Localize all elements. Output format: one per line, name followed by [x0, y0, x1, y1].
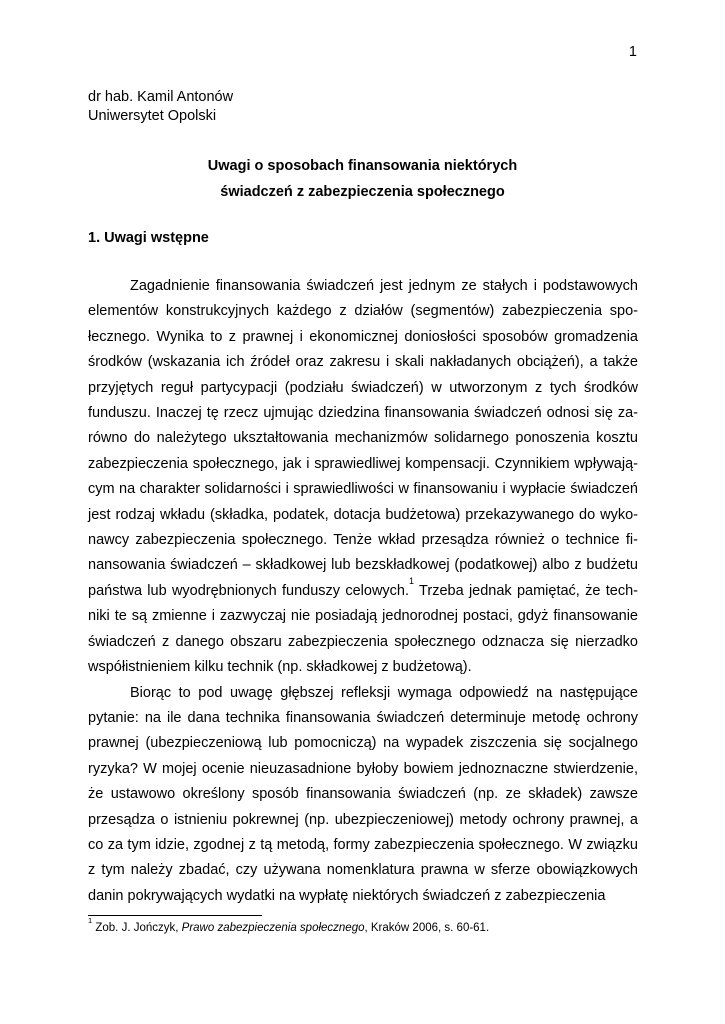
paragraph-1-text-a: Zagadnienie finansowania świadczeń jest jednym ze stałych i podstawowych elementów konstrukcyjnych każdego z działów (segmentów) zabezpieczenia społecznego. Wynika to z prawnej i ekonomicznej doniosłości sposobów gromadzenia środków (wskazania ich źródeł oraz zakresu i skali nakładanych obciążeń), a także przyjętych reguł partycypacji (podziału świadczeń) w utworzonym z tych środków funduszu. Inaczej tę rzecz ujmując dziedzina finansowania świadczeń odnosi się zarówno do należytego ukształtowania mechanizmów solidarnego ponoszenia kosztu zabezpieczenia społecznego, jak i sprawiedliwej kompensacji. Czynnikiem wpływającym na charakter solidarności i sprawiedliwości w finansowaniu i wypłacie świadczeń jest rodzaj wkładu (składka, podatek, dotacja budżetowa) przekazywanego do wykonawcy zabezpieczenia społecznego. Tenże wkład przesądza również o technice finansowania świadczeń – składkowej lub bezskładkowej (podatkowej) albo z budżetu państwa lub wyodrębnionych funduszy celowych.: [88, 278, 638, 599]
title-line-2: świadczeń z zabezpieczenia społecznego: [220, 184, 505, 200]
footnote-reference: 1: [409, 575, 415, 586]
footnote-marker: 1: [88, 916, 93, 925]
body-text: [88, 274, 638, 909]
document-title: [88, 153, 637, 205]
footnote-text-before: Zob. J. Jończyk,: [92, 922, 182, 934]
footnote-separator: [88, 915, 262, 916]
section-heading: 1. Uwagi wstępne: [88, 230, 209, 246]
footnote: [88, 916, 490, 936]
author-affiliation: Uniwersytet Opolski: [88, 108, 217, 124]
title-line-1: Uwagi o sposobach finansowania niektórych: [207, 158, 518, 174]
page-number: 1: [628, 44, 637, 60]
footnote-text-after: , Kraków 2006, s. 60-61.: [364, 922, 490, 934]
paragraph-1: [88, 274, 638, 681]
author-name: dr hab. Kamil Antonów: [88, 89, 234, 105]
paragraph-2: Biorąc to pod uwagę głębszej refleksji wymaga odpowiedź na następujące pytanie: na ile dana technika finansowania świadczeń determinuje metodę ochrony prawnej (ubezpieczeniową lub pomocniczą) na wypadek ziszczenia się socjalnego ryzyka? W mojej ocenie nieuzasadnione byłoby bowiem jednoznaczne stwierdzenie, że ustawowo określony sposób finansowania świadczeń (np. ze składek) zawsze przesądza o istnieniu pokrewnej (np. ubezpieczeniowej) metody ochrony prawnej, a co za tym idzie, zgodnej z tą metodą, formy zabezpieczenia społecznego. W związku z tym należy zbadać, czy używana nomenklatura prawna w sferze obowiązkowych danin pokrywających wydatki na wypłatę niektórych świadczeń z zabezpieczenia: [88, 684, 638, 904]
footnote-cited-title: Prawo zabezpieczenia społecznego: [181, 922, 365, 934]
author-block: [88, 88, 233, 126]
paragraph-1-text-b: Trzeba jednak pamiętać, że techniki te są zmienne i zazwyczaj nie posiadają jednorodnej postaci, gdyż finansowanie świadczeń z danego obszaru zabezpieczenia społecznego odznacza się nierzadko współistnieniem kilku technik (np. składkowej z budżetową).: [88, 582, 638, 676]
